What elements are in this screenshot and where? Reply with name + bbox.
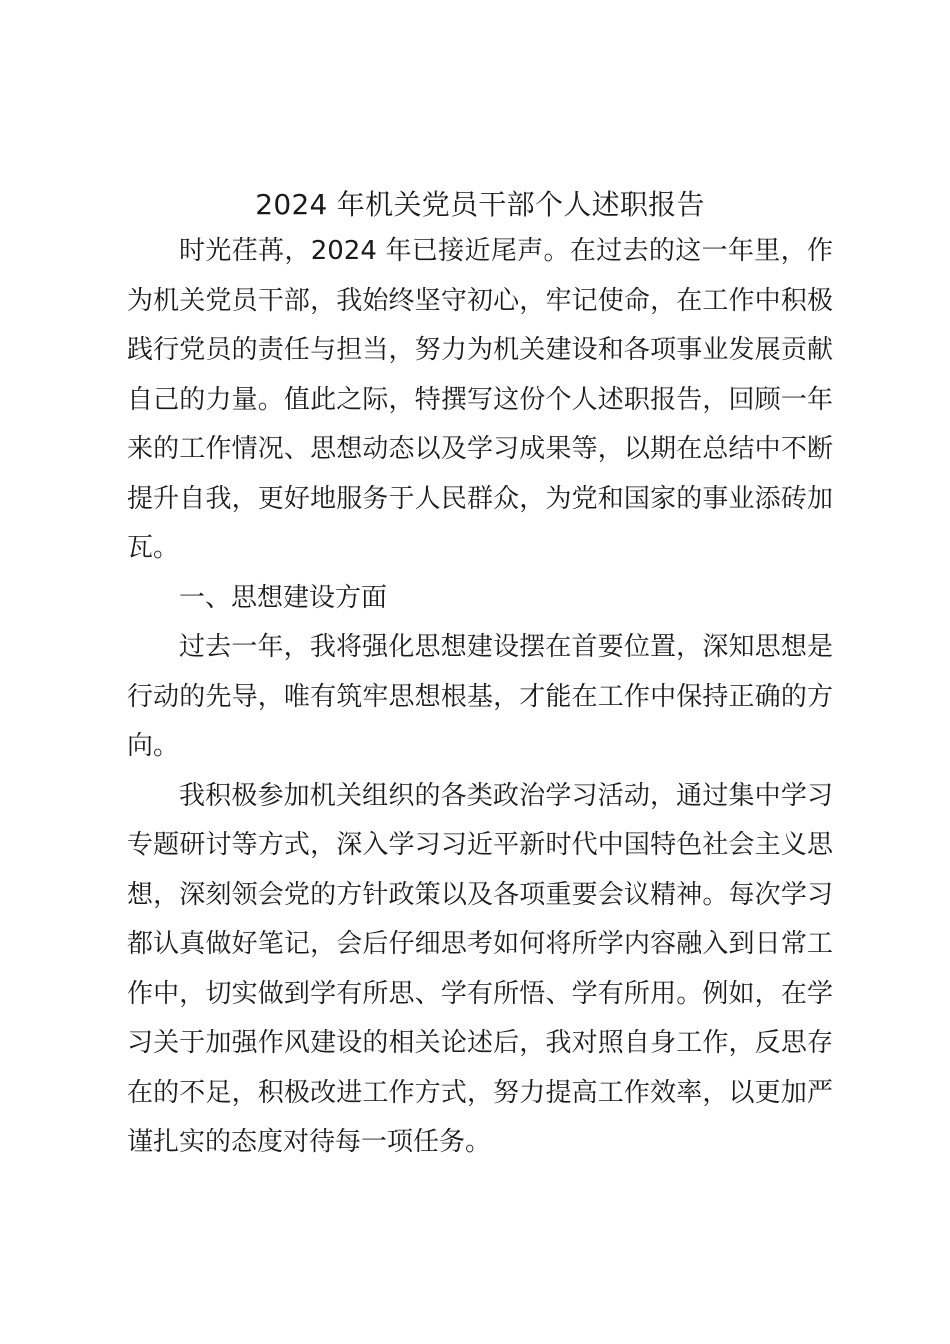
document-page <box>127 183 833 1168</box>
section-paragraph: 过去一年，我将强化思想建设摆在首要位置，深知思想是行动的先导，唯有筑牢思想根基，才能在工作中保持正确的方向。 <box>127 632 833 761</box>
document-title: 2024 年机关党员干部个人述职报告 <box>255 188 705 221</box>
section-heading-ideology: 一、思想建设方面 <box>179 582 388 613</box>
section-paragraph: 我积极参加机关组织的各类政治学习活动，通过集中学习专题研讨等方式，深入学习习近平新时代中国特色社会主义思想，深刻领会党的方针政策以及各项重要会议精神。每次学习都认真做好笔记，会后仔细思考如何将所学内容融入到日常工作中，切实做到学有所思、学有所悟、学有所用。例如，在学习关于加强作风建设的相关论述后，我对照自身工作，反思存在的不足，积极改进工作方式，努力提高工作效率，以更加严谨扎实的态度对待每一项任务。 <box>127 780 833 1157</box>
intro-paragraph: 时光荏苒，2024 年已接近尾声。在过去的这一年里，作为机关党员干部，我始终坚守初心，牢记使命，在工作中积极践行党员的责任与担当，努力为机关建设和各项事业发展贡献自己的力量。值此之际，特撰写这份个人述职报告，回顾一年来的工作情况、思想动态以及学习成果等，以期在总结中不断提升自我，更好地服务于人民群众，为党和国家的事业添砖加瓦。 <box>127 236 833 563</box>
